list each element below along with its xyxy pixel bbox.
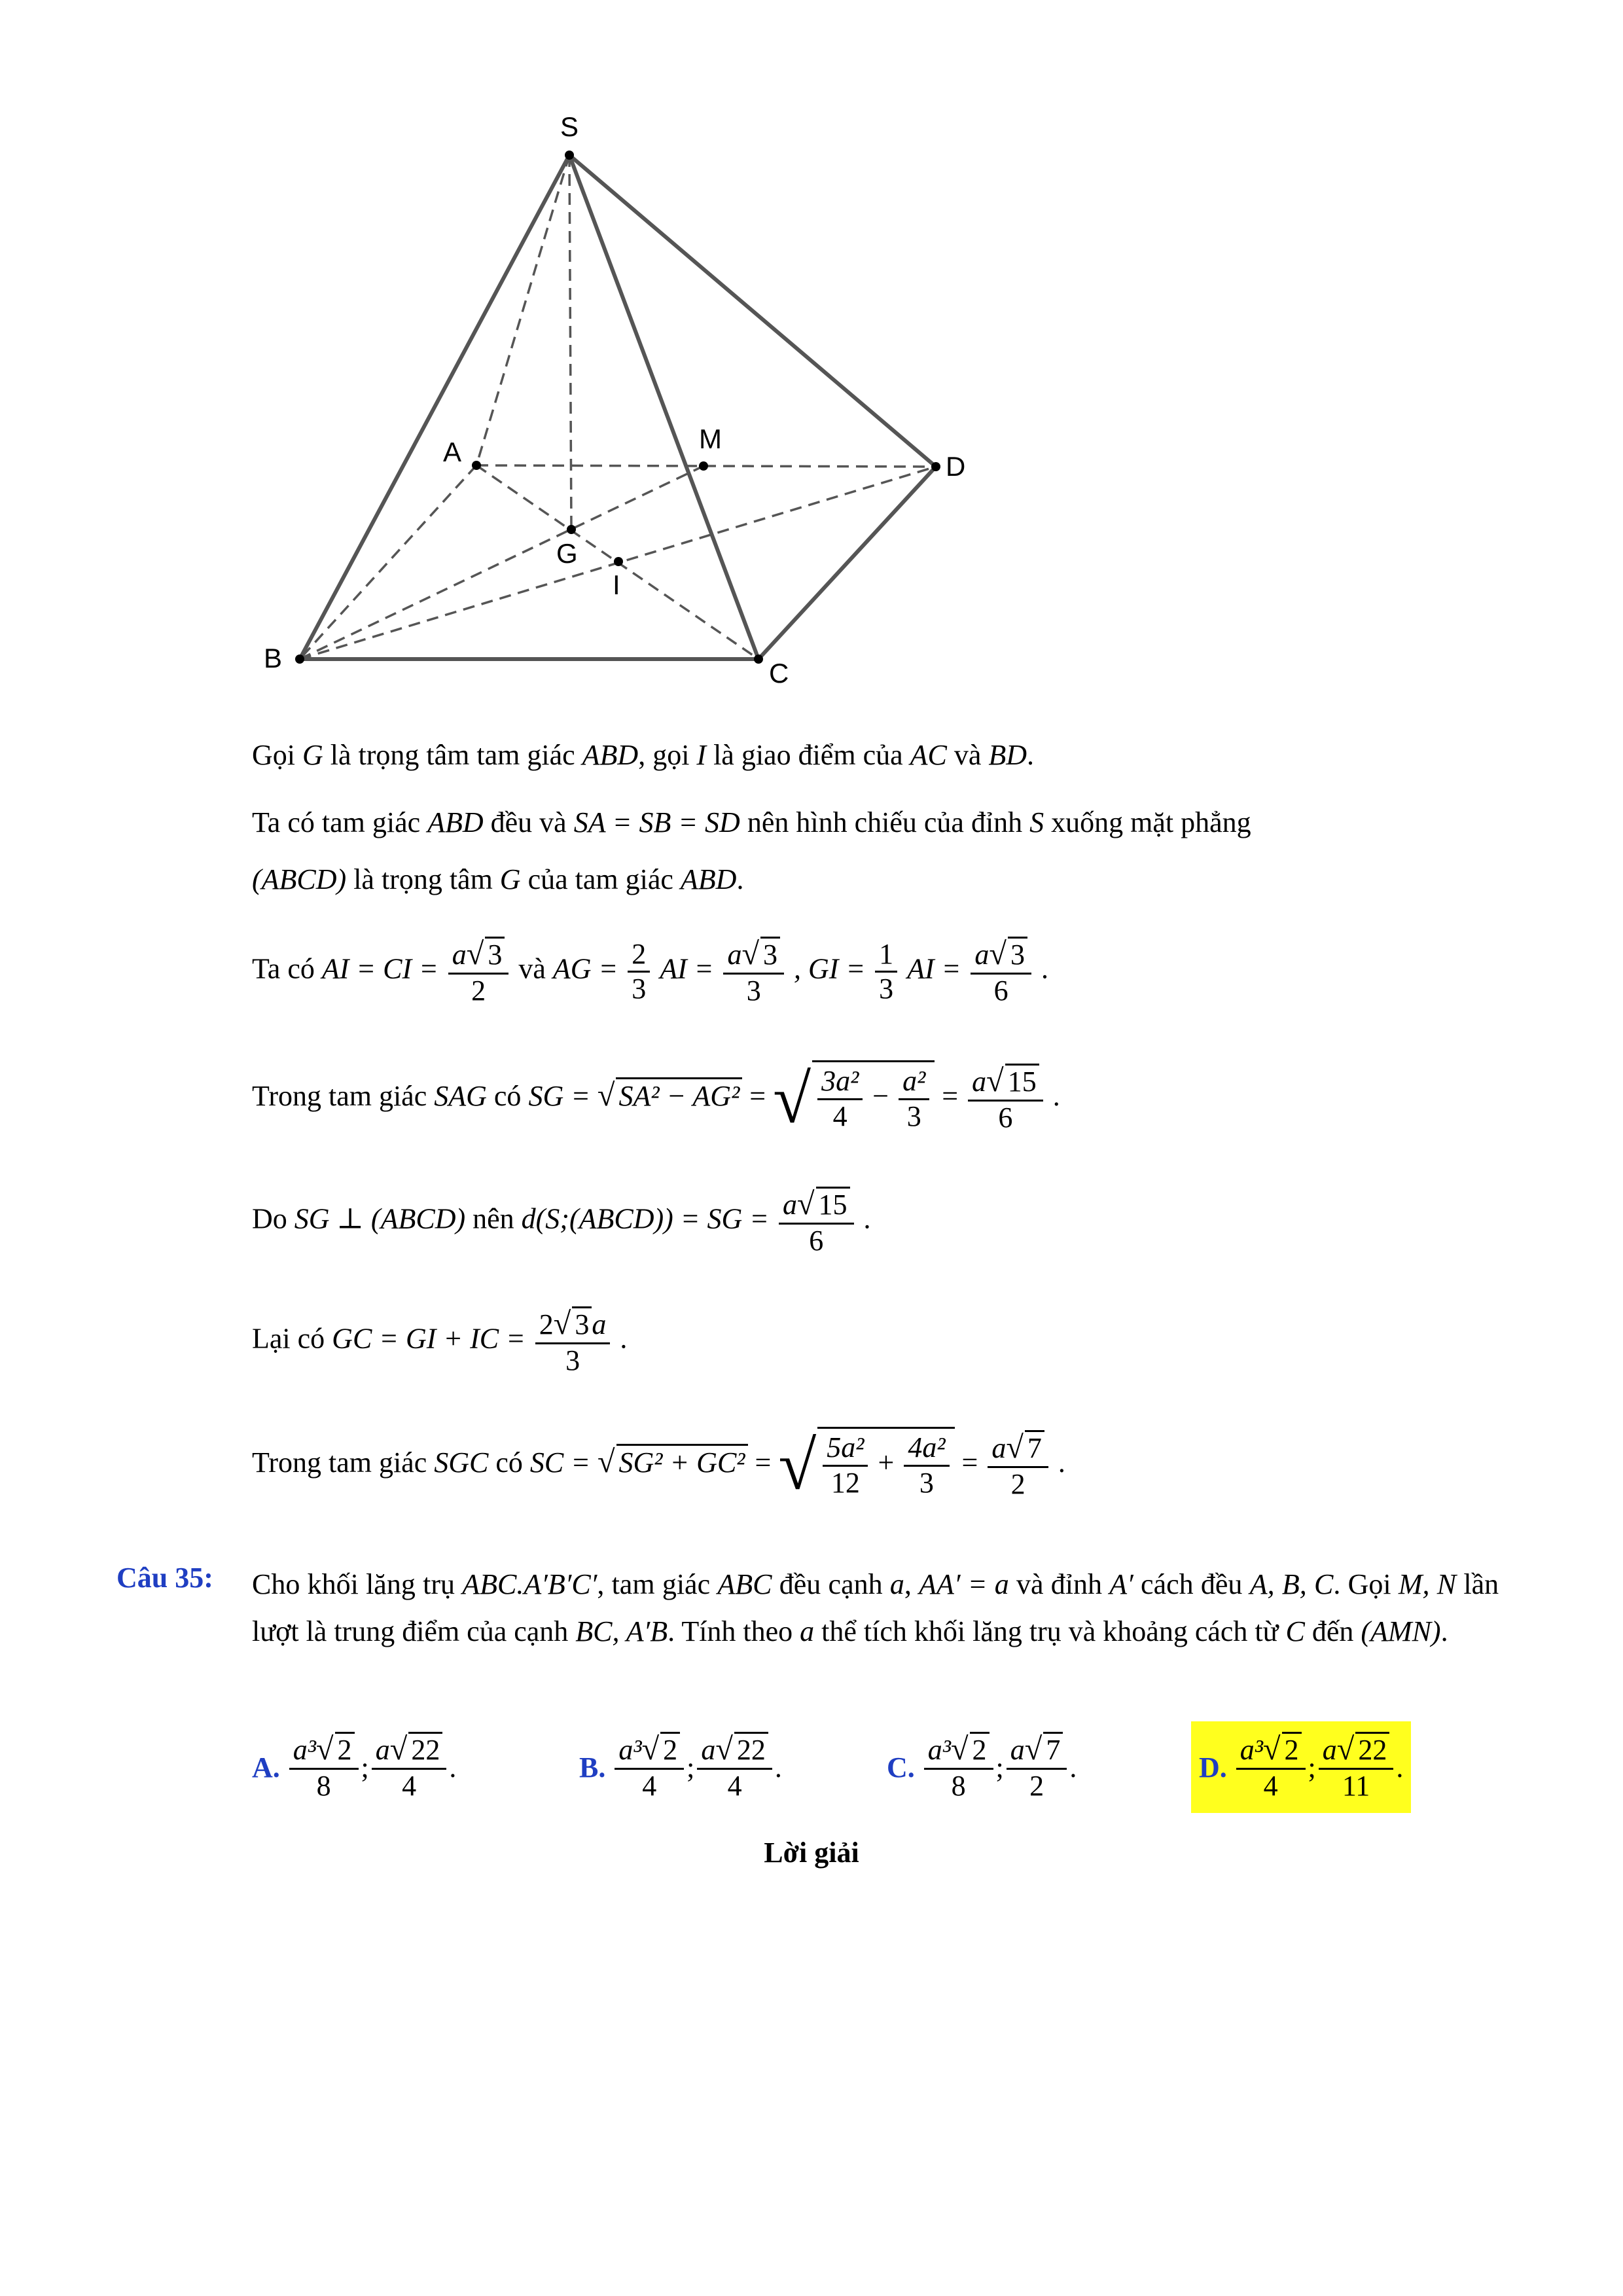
- fraction: $\frac{a√ 3}{3}$: [723, 936, 784, 1007]
- fraction: $\frac{\text{a³√ 2}}{4}$: [615, 1731, 684, 1803]
- point-S: [565, 151, 574, 160]
- label-A: A: [443, 437, 462, 467]
- fraction: $\frac{a√ 3}{6}$: [971, 936, 1031, 1007]
- fraction: $\frac{\text{a²}}{3}$: [899, 1065, 929, 1133]
- solution-line-2: Ta có tam giác ABD đều và SA = SB = SD nên hình chiếu của đỉnh S xuống mặt phẳng: [252, 806, 1251, 838]
- edge-SC: [569, 155, 758, 659]
- fraction: $\frac{a√ 22}{4}$: [372, 1731, 447, 1803]
- label-G: G: [556, 538, 578, 569]
- edge-SA: [476, 155, 569, 465]
- label-D: D: [946, 451, 966, 482]
- fraction: $\frac{\text{3a²}}{4}$: [817, 1065, 863, 1133]
- fraction: $\frac{\text{a³√ 2}}{8}$: [924, 1731, 993, 1803]
- fraction: $\frac{a√ 15}{6}$: [968, 1063, 1043, 1134]
- point-G: [567, 525, 576, 534]
- fraction: $\frac{a√ 3}{2}$: [448, 936, 509, 1007]
- solution-line-4: Ta có AI = CI = $\frac{a√ 3}{2}$ và AG = $\frac{2}{3}$ AI = $\frac{a√ 3}{3}$ , GI = $\frac{1}{3}$ AI = $\frac{a√ 3}{6}$ .: [252, 937, 1048, 1007]
- label-C: C: [769, 658, 789, 689]
- fraction: $\frac{1}{3}$: [875, 938, 897, 1006]
- question-label: Câu 35:: [116, 1562, 213, 1594]
- question-line-3: trụ và khoảng cách từ C đến (AMN).: [1029, 1615, 1448, 1647]
- point-C: [754, 655, 763, 664]
- solution-line-8: Trong tam giác SGC có SC = √ SG² + GC² = √ $\frac{\text{5a²}}{12}$ + $\frac{\text{4a²}}{3}$ = $\frac{a√ 7}{2}$ .: [252, 1427, 1065, 1504]
- point-D: [931, 462, 940, 471]
- solution-heading: Lời giải: [764, 1837, 859, 1869]
- solution-line-6: Do SG ⊥ (ABCD) nên d(S;(ABCD)) = SG = $\frac{a√ 15}{6}$ .: [252, 1187, 871, 1257]
- segment-SG: [569, 155, 571, 529]
- fraction: $\frac{a√ 7}{2}$: [1007, 1731, 1067, 1803]
- label-I: I: [613, 569, 620, 600]
- question-text: [252, 1561, 1499, 1655]
- solution-line-5: Trong tam giác SAG có SG = √ SA² − AG² = √ $\frac{\text{3a²}}{4}$ − $\frac{\text{a²}}{3}$ = $\frac{a√ 15}{6}$ .: [252, 1060, 1060, 1138]
- answer-option-b[interactable]: B. $\frac{\text{a³√ 2}}{4}$ ; $\frac{a√ 22}{4}$ .: [579, 1732, 782, 1803]
- solution-line-3: (ABCD) là trọng tâm G của tam giác ABD.: [252, 863, 744, 895]
- fraction: $\frac{\text{a³√ 2}}{8}$: [289, 1731, 359, 1803]
- label-M: M: [699, 423, 722, 454]
- label-B: B: [264, 643, 283, 673]
- solution-line-7: Lại có GC = GI + IC = $\frac{2√ 3a}{3}$ .: [252, 1306, 628, 1376]
- answer-option-c[interactable]: C. $\frac{\text{a³√ 2}}{8}$ ; $\frac{a√ 7}{2}$ .: [887, 1732, 1077, 1803]
- edge-CD: [758, 467, 936, 659]
- answer-option-d-highlighted[interactable]: D. $\frac{\text{a³√ 2}}{4}$ ; $\frac{a√ 22}{11}$ .: [1191, 1721, 1411, 1813]
- fraction: $\frac{a√ 15}{6}$: [779, 1186, 854, 1257]
- edge-SB: [300, 155, 569, 659]
- point-I: [614, 557, 623, 566]
- answer-option-a[interactable]: A. $\frac{\text{a³√ 2}}{8}$ ; $\frac{a√ 22}{4}$ .: [252, 1732, 457, 1803]
- fraction: $\frac{\text{5a²}}{12}$: [823, 1431, 868, 1499]
- segment-BM: [300, 466, 704, 659]
- point-B: [295, 655, 304, 664]
- fraction: $\frac{a√ 22}{11}$: [1319, 1731, 1394, 1803]
- question-line-2: A, B, C. Gọi M, N lần lượt là trung điểm của cạnh BC, A′B. Tính theo a thể tích khối lăng: [252, 1568, 1499, 1647]
- fraction: $\frac{2}{3}$: [628, 938, 650, 1006]
- fraction: $\frac{a√ 22}{4}$: [697, 1731, 772, 1803]
- solution-line-1: Gọi G là trọng tâm tam giác ABD, gọi I là giao điểm của AC và BD.: [252, 739, 1035, 771]
- question-line-1: Cho khối lăng trụ ABC.A′B′C′, tam giác ABC đều cạnh a, AA′ = a và đỉnh A′ cách đều: [252, 1568, 1243, 1600]
- pyramid-figure: [242, 111, 995, 700]
- fraction: $\frac{2√ 3a}{3}$: [535, 1306, 611, 1377]
- edge-SD: [569, 155, 936, 467]
- fraction: $\frac{\text{a³√ 2}}{4}$: [1236, 1731, 1306, 1803]
- fraction: $\frac{\text{4a²}}{3}$: [904, 1431, 949, 1499]
- point-A: [472, 461, 481, 470]
- answer-options: [252, 1721, 1508, 1813]
- fraction: $\frac{a√ 7}{2}$: [988, 1429, 1048, 1501]
- label-S: S: [560, 111, 579, 142]
- point-M: [699, 461, 708, 471]
